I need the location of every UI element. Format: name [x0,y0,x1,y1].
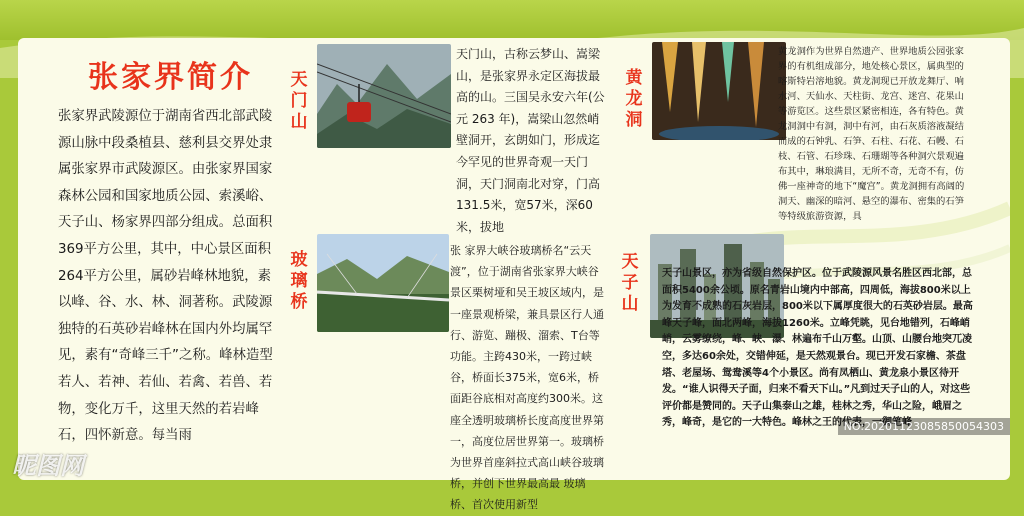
watermark-brand: 昵图网 [12,452,84,480]
page-title: 张家界简介 [88,60,253,95]
bridge-text: 张 家界大峡谷玻璃桥名“云天渡”，位于湖南省张家界大峡谷景区栗树垭和吴王坡区域内，是一座景观桥梁，兼具景区行人通行、游览、蹦极、溜索、T台等功能。主跨430米，一跨过峡谷，桥面长375米，宽6米，桥面距谷底相对高度约300米。这座全透明玻璃桥长度高度世界第一，高度位居世界第一。玻璃桥为世界首座斜拉式高山峡谷玻璃桥，并创下世界最高最 玻璃桥、首次使用新型 [450,244,604,512]
huanglong-text: 黄龙洞作为世界自然遗产、世界地质公园张家界的有机组成部分，地处核心景区，属典型的喀斯特岩溶地貌。黄龙洞现已开放龙舞厅、响水河、天仙水、天柱街、龙宫、迷宫、花果山等游览区。这些景区紧密相连，各有特色。黄龙洞洞中有洞，洞中有河，由石灰质溶液凝结而成的石钟乳、石笋、石柱、石花、石幔、石枝、石管、石珍珠、石珊瑚等各种洞穴景观遍布其中，琳琅满目，无所不奇，无奇不有，仿佛一座神奇的地下“魔宫”。黄龙洞拥有高阔的洞天、幽深的暗河、悬空的瀑布、密集的石笋等特级旅游资源，具 [778,46,965,222]
label-bridge: 玻璃桥 [290,250,308,312]
tianzi-text: 天子山景区，亦为省级自然保护区。位于武陵源风景名胜区西北部，总面积5400余公顷。原名青岩山境内中部高，四周低，海拔800米以上为发育不成熟的石灰岩层，800米以下属厚度很大的石英砂岩层。最高峰天子峰，面北两峰，海拔1260米。立峰凭眺，见台地错列，石峰峭峭，云雾缭绕，峰、峡、瀑、林遍布千山万壑。山顶、山腰台地突兀凌空，多达60余处，交错伸延，是天然观景台。现已开发石家檐、茶盘塔、老屋场、鸳鸯溪等4个小景区。尚有凤栖山、黄龙泉小景区待开发。“谁人识得天子面，归来不看天下山。”凡到过天子山的人，对这些评价都是赞同的。天子山集泰山之雄，桂林之秀，华山之险，峨眉之秀，峰奇，是它的一大特色。峰林之王的代表，一御笔峰 [662,268,973,429]
label-tianmen: 天门山 [290,70,308,132]
huanglong-cave-photo [652,42,786,140]
label-huanglong: 黄龙洞 [625,68,643,130]
glass-bridge-photo [317,234,449,332]
intro-paragraph: 张家界武陵源位于湖南省西北部武陵源山脉中段桑植县、慈利县交界处隶属张家界市武陵源区。由张家界国家森林公园和国家地质公园、索溪峪、天子山、杨家界四部分组成。总面积369平方公里，其中，中心景区面积264平方公里，属砂岩峰林地貌，素以峰、谷、水、林、洞著称。武陵源独特的石英砂岩峰林在国内外均属罕见，素有“奇峰三千”之称。峰林造型若人、若神、若仙、若禽、若兽、若物，变化万千，这里天然的若岩峰石，四怀新意。每当雨 [58,109,273,444]
tianmen-text: 天门山，古称云梦山、嵩梁山，是张家界永定区海拔最高的山。三国吴永安六年(公元 263 年)，嵩梁山忽然峭壁洞开，玄朗如门，形成迄今罕见的世界奇观一天门洞，天门洞南北对穿，门高131.5米，宽57米，深60米，拔地 [456,47,605,234]
tianmen-cablecar-photo [317,44,451,148]
label-tianzi: 天子山 [621,252,639,314]
watermark-id: NO:20201123085850054303 [838,418,1010,435]
